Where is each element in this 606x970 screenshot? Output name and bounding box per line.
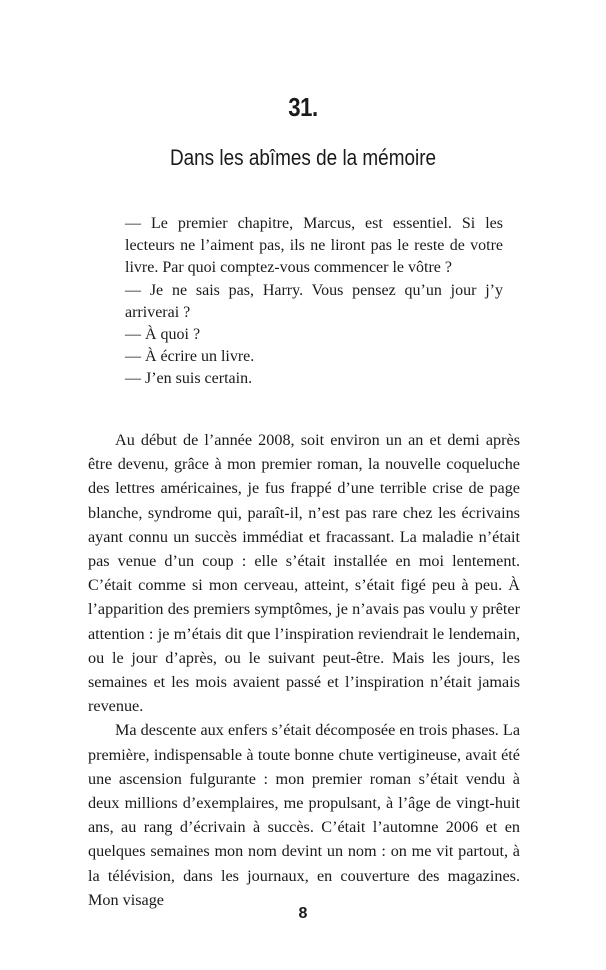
dialogue-line: — Je ne sais pas, Harry. Vous pensez qu’un jour j’y arriverai ? (125, 281, 503, 321)
dialogue-line: — Le premier chapitre, Marcus, est essentiel. Si les lecteurs ne l’aiment pas, ils ne liront pas le reste de votre livre. Par quoi comptez-vous commencer le vôtre ? (125, 215, 503, 277)
paragraph: Ma descente aux enfers s’était décomposée en trois phases. La première, indispensable à toute bonne chute vertigineuse, avait été une ascension fulgurante : mon premier roman s’était vendu à deux millions d’exemplaires, me propulsant, à l’âge de vingt-huit ans, au rang d’écrivain à succès. C’était l’automne 2006 et en quelques semaines mon nom devint un nom : on me vit partout, à la télévision, dans les journaux, en couverture des magazines. Mon visage (88, 721, 520, 909)
dialogue-line: — À quoi ? (125, 326, 201, 344)
dialogue-line: — J’en suis certain. (125, 370, 253, 388)
chapter-number: 31. (288, 92, 318, 122)
page-number: 8 (298, 905, 308, 922)
dialogue-line: — À écrire un livre. (125, 348, 255, 366)
paragraph: Au début de l’année 2008, soit environ un an et demi après être devenu, grâce à mon premier roman, la nouvelle coqueluche des lettres américaines, je fus frappé d’une terrible crise de page blanche, syndrome qui, paraît-il, n’est pas rare chez les écrivains ayant connu un succès immédiat et fracassant. La maladie n’était pas venue d’un coup : elle s’était installée en moi lentement. C’était comme si mon cerveau, atteint, s’était figé peu à peu. À l’apparition des premiers symptômes, je n’avais pas voulu y prêter attention : je m’étais dit que l’inspiration reviendrait le lendemain, ou le jour d’après, ou le suivant peut-être. Mais les jours, les semaines et les mois avaient passé et l’inspiration n’était jamais revenue. (88, 431, 520, 716)
chapter-title: Dans les abîmes de la mémoire (169, 145, 437, 170)
chapter-body (88, 428, 520, 912)
epigraph-dialogue (125, 213, 503, 391)
